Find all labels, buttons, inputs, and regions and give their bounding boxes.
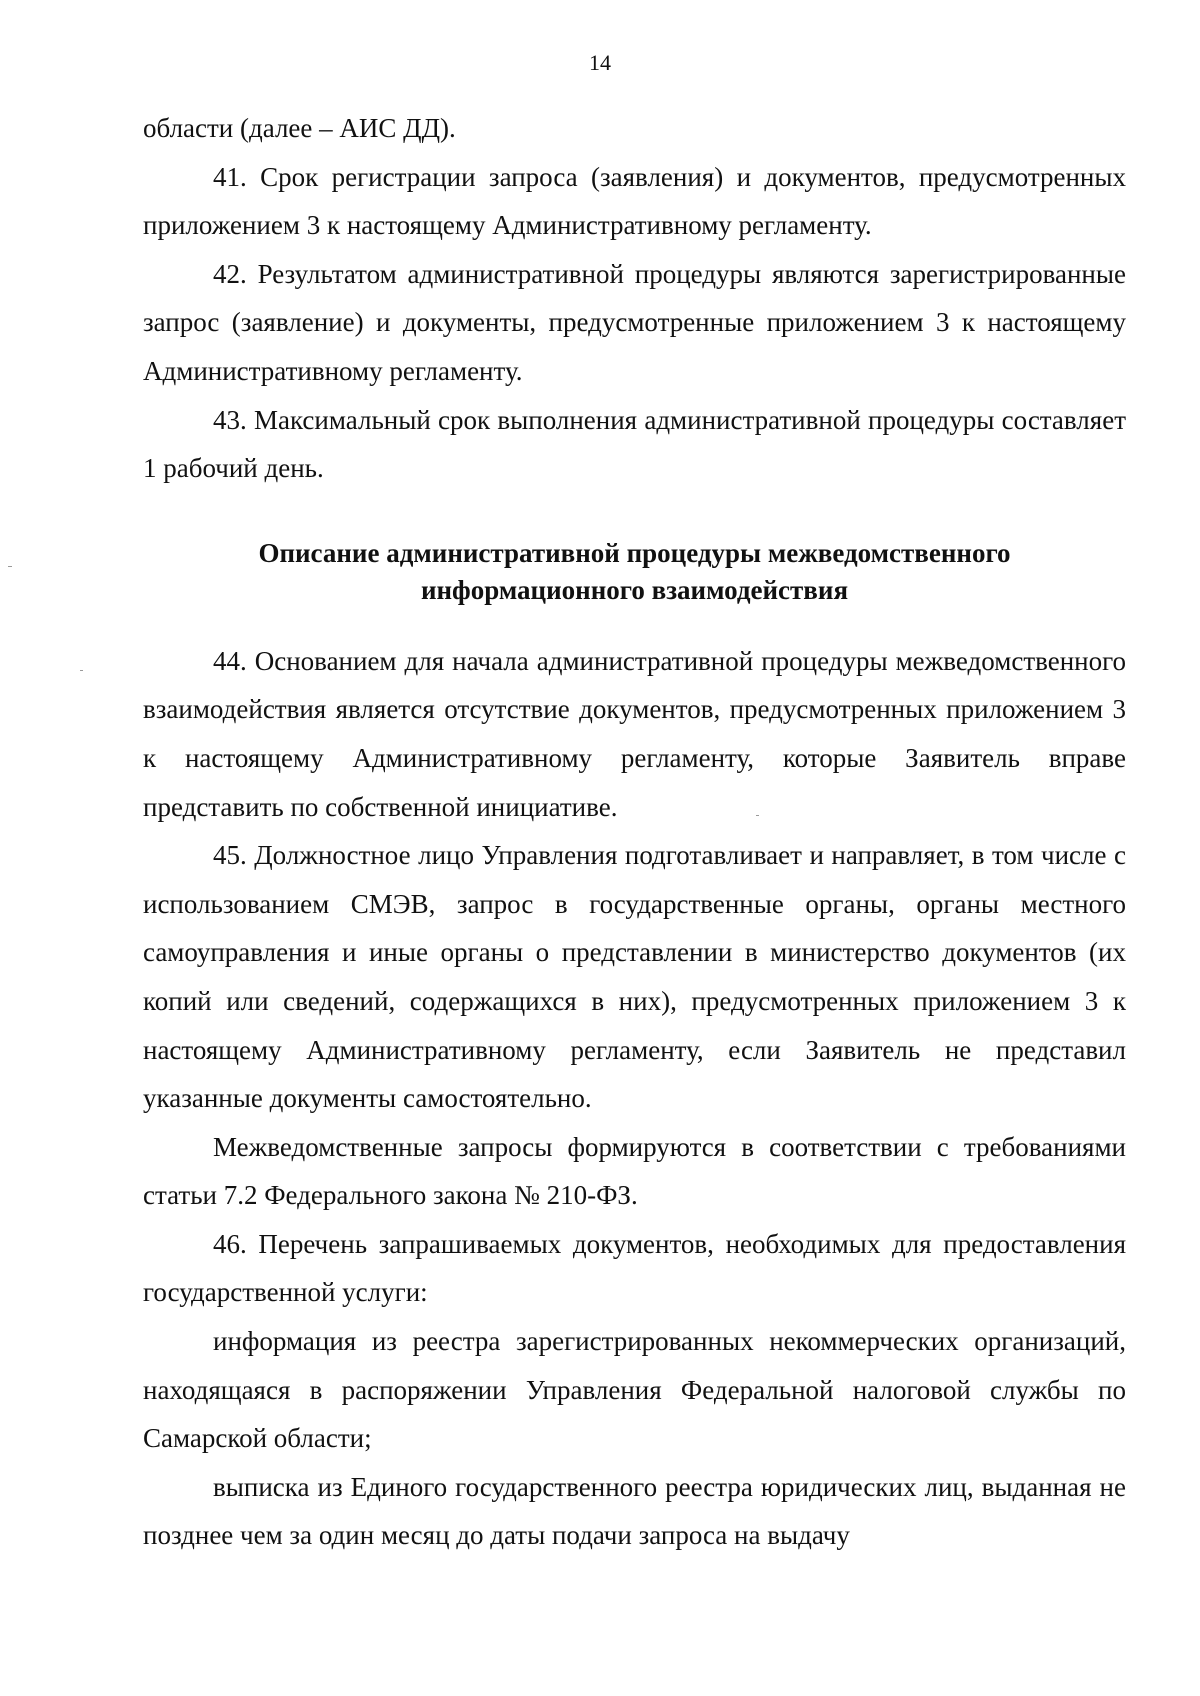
paragraph-43: 43. Максимальный срок выполнения административной процедуры составляет 1 рабочий день.	[143, 404, 1126, 484]
section-heading	[143, 535, 1126, 609]
paragraph-46: 46. Перечень запрашиваемых документов, необходимых для предоставления государственной услуги:	[143, 1228, 1126, 1308]
paragraph-41: 41. Срок регистрации запроса (заявления) и документов, предусмотренных приложением 3 к настоящему Административному регламенту.	[143, 161, 1126, 241]
document-body	[143, 104, 1126, 1560]
paragraph-45: 45. Должностное лицо Управления подготавливает и направляет, в том числе с использованием СМЭВ, запрос в государственные органы, органы местного самоуправления и иные органы о представлении в министерство документов (их копий или сведений, содержащихся в них), предусмотренных приложением 3 к настоящему Административному регламенту, если Заявитель не представил указанные документы самостоятельно.	[143, 840, 1126, 1114]
scan-mark	[8, 566, 12, 567]
list-item: информация из реестра зарегистрированных некоммерческих организаций, находящаяся в распоряжении Управления Федеральной налоговой службы по Самарской области;	[143, 1326, 1126, 1454]
section-heading-line: информационного взаимодействия	[420, 574, 849, 605]
paragraph: Межведомственные запросы формируются в соответствии с требованиями статьи 7.2 Федерального закона № 210-ФЗ.	[143, 1131, 1126, 1211]
section-heading-line: Описание административной процедуры межведомственного	[258, 537, 1011, 568]
paragraph: области (далее – АИС ДД).	[143, 113, 456, 143]
page-number: 14	[589, 50, 611, 75]
paragraph-42: 42. Результатом административной процедуры являются зарегистрированные запрос (заявление) и документы, предусмотренные приложением 3 к настоящему Административному регламенту.	[143, 258, 1126, 386]
paragraph-44: 44. Основанием для начала административной процедуры межведомственного взаимодействия является отсутствие документов, предусмотренных приложением 3 к настоящему Административному регламенту, которые Заявитель вправе представить по собственной инициативе.	[143, 645, 1126, 822]
scan-mark	[80, 670, 83, 671]
list-item: выписка из Единого государственного реестра юридических лиц, выданная не позднее чем за один месяц до даты подачи запроса на выдачу	[143, 1471, 1126, 1551]
